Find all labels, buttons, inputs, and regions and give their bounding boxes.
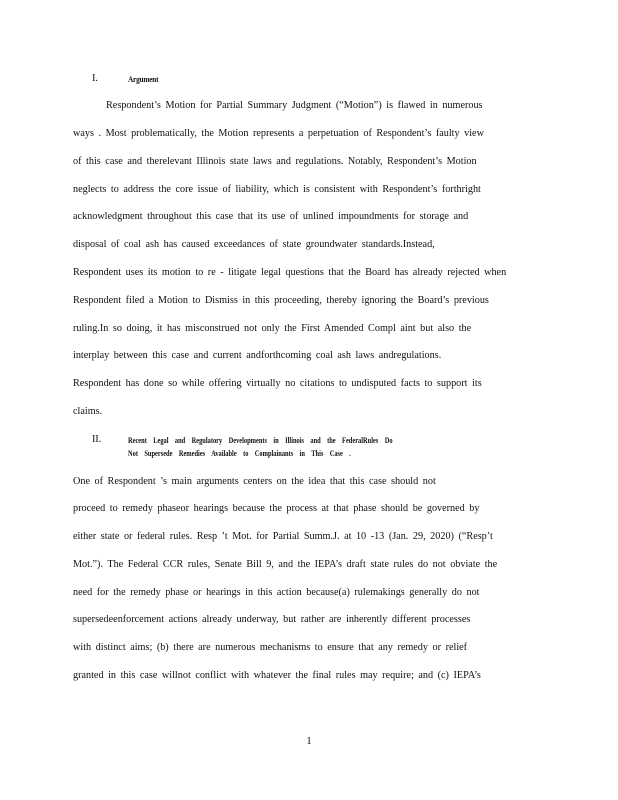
text-line: either state or federal rules. Resp ’t Mot. for Partial Summ.J. at 10 -13 (Jan. 29, 2020) (“Resp’t [73, 531, 493, 542]
text-line: disposal of coal ash has caused exceedances of state groundwater standards.Instead, [73, 239, 435, 250]
text-line: proceed to remedy phaseor hearings because the process at that phase should be governed by [73, 503, 480, 514]
page-number: 1 [306, 735, 312, 747]
text-line: neglects to address the core issue of liability, which is consistent with Respondent’s forthright [73, 184, 481, 195]
section-title: Argument [128, 74, 159, 84]
text-line: of this case and therelevant Illinois state laws and regulations. Notably, Respondent’s Motion [73, 156, 477, 167]
text-line: interplay between this case and current andforthcoming coal ash laws andregulations. [73, 350, 442, 361]
text-line: need for the remedy phase or hearings in this action because(a) rulemakings generally do not [73, 587, 480, 598]
text-line: Respondent uses its motion to re - litigate legal questions that the Board has already rejected when [73, 267, 507, 278]
text-line: granted in this case willnot conflict with whatever the final rules may require; and (c) IEPA’s [73, 670, 481, 681]
text-line: Respondent has done so while offering virtually no citations to undisputed facts to support its [73, 378, 482, 389]
text-line: ruling.In so doing, it has misconstrued not only the First Amended Compl aint but also the [73, 323, 472, 334]
text-line: supersedeenforcement actions already underway, but rather are inherently different processes [73, 614, 471, 625]
section-title-line-1: Recent Legal and Regulatory Developments in Illinois and the FederalRules Do [128, 436, 393, 445]
text-line: claims. [73, 406, 103, 417]
text-line: One of Respondent ’s main arguments centers on the idea that this case should not [73, 476, 436, 487]
text-line: with distinct aims; (b) there are numerous mechanisms to ensure that any remedy or relief [73, 642, 468, 653]
section-number: II. [92, 434, 102, 445]
section-number: I. [92, 73, 98, 84]
text-line: ways . Most problematically, the Motion represents a perpetuation of Respondent’s faulty view [73, 128, 484, 139]
text-line: Mot.”). The Federal CCR rules, Senate Bill 9, and the IEPA’s draft state rules do not obviate the [73, 559, 498, 570]
text-line: Respondent’s Motion for Partial Summary Judgment (“Motion”) is flawed in numerous [106, 100, 483, 111]
text-line: Respondent filed a Motion to Dismiss in this proceeding, thereby ignoring the Board’s previous [73, 295, 489, 306]
section-title-line-2: Not Supersede Remedies Available to Complainants in This Case . [128, 449, 351, 458]
text-line: acknowledgment throughout this case that its use of unlined impoundments for storage and [73, 211, 469, 222]
